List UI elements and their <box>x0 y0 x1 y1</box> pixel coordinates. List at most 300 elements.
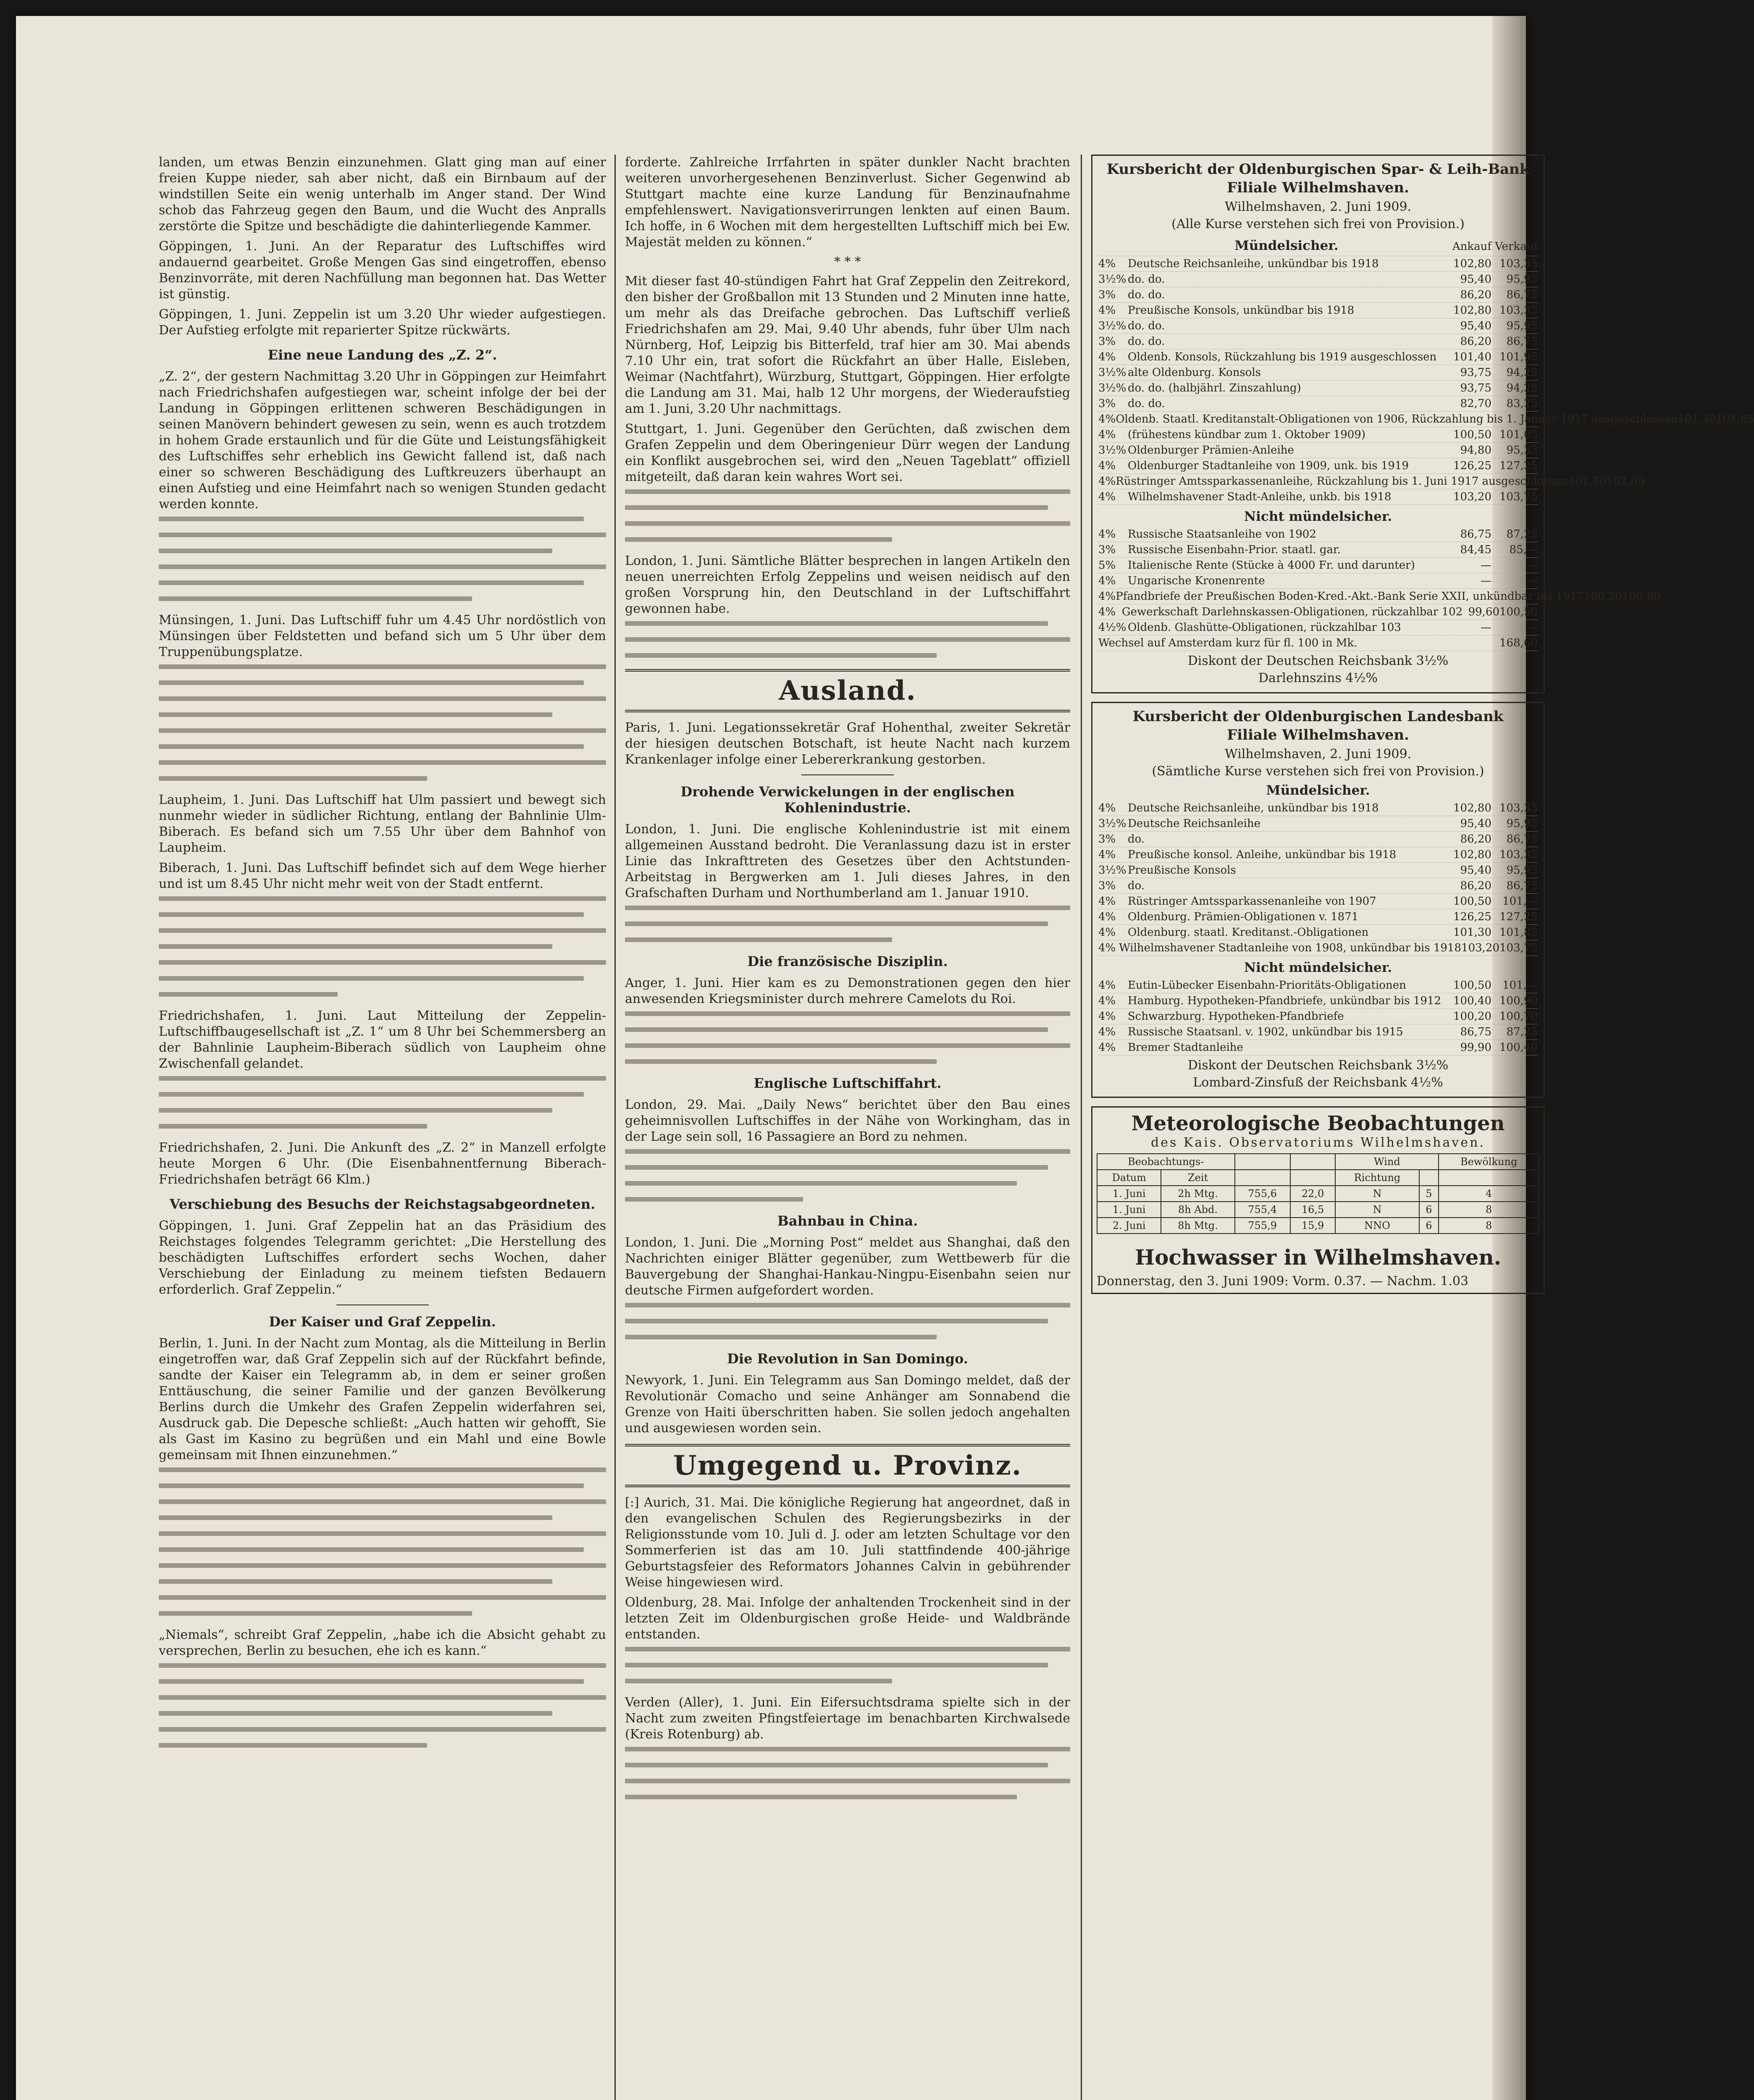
rate-row <box>1098 381 1538 396</box>
weather-cell-datum: 1. Juni <box>1097 1186 1161 1202</box>
rate-percent: 3% <box>1098 335 1116 348</box>
rate-verkauf: 95,35 <box>1506 444 1538 457</box>
rate-ankauf: 101,50 <box>1568 475 1607 488</box>
rate-verkauf: 103,35 <box>1499 257 1538 270</box>
rate-ankauf: 99,90 <box>1460 1041 1491 1054</box>
illegible-text-block <box>625 1747 1070 1799</box>
weather-title: Meteorologische Beobachtungen <box>1131 1112 1505 1135</box>
column-header <box>1290 1170 1336 1186</box>
rate-ankauf: 101,30 <box>1678 413 1716 425</box>
column-header: Bewölkung <box>1439 1154 1539 1170</box>
rate-ankauf: 82,70 <box>1460 397 1491 410</box>
rate-row <box>1098 832 1538 847</box>
rate-verkauf: 94,25 <box>1506 366 1538 379</box>
report-branch: Filiale Wilhelmshaven. <box>1227 727 1409 743</box>
rate-verkauf: 101,85 <box>1716 413 1754 425</box>
weather-cell-datum: 1. Juni <box>1097 1202 1161 1218</box>
rate-report-landesbank <box>1091 702 1545 1098</box>
weather-cell-zeit: 2h Mtg. <box>1161 1186 1234 1202</box>
rate-percent: 4% <box>1098 979 1116 992</box>
rate-ankauf: 93,75 <box>1460 382 1491 394</box>
rate-row <box>1098 993 1538 1009</box>
rate-ankauf: 100,40 <box>1453 995 1491 1007</box>
rate-ankauf: 93,75 <box>1460 366 1491 379</box>
rate-row <box>1098 542 1538 558</box>
section-heading: Drohende Verwickelungen in der englischen Kohlenindustrie. <box>680 784 1015 816</box>
rate-percent: 3½% <box>1098 382 1126 394</box>
rate-verkauf: 102,00 <box>1606 475 1645 488</box>
rate-percent: 4% <box>1098 802 1116 814</box>
rate-verkauf: 86,75 <box>1506 833 1538 845</box>
rate-verkauf: 103,35 <box>1499 848 1538 861</box>
column-header <box>1290 1154 1336 1170</box>
rate-percent: 4% <box>1098 1041 1116 1054</box>
rate-description: Oldenburg. Prämien-Obligationen v. 1871 <box>1128 911 1359 923</box>
article-paragraph: Göppingen, 1. Juni. An der Reparatur des Luftschiffes wird andauernd gearbeitet. Große Mengen Gas sind eingetroffen, ebenso Benzinvorräte, mit deren Nachfüllung man begonnen hat. Das Wetter ist günstig. <box>159 239 606 302</box>
rate-verkauf: 100,40 <box>1499 1041 1538 1054</box>
rate-description: (frühestens kündbar zum 1. Oktober 1909) <box>1128 428 1365 441</box>
weather-cell-staerke: 6 <box>1419 1218 1439 1234</box>
discount-line: Diskont der Deutschen Reichsbank 3½% <box>1187 654 1449 668</box>
article-paragraph: Göppingen, 1. Juni. Zeppelin ist um 3.20 Uhr wieder aufgestiegen. Der Aufstieg erfolgte mit reparierter Spitze rückwärts. <box>159 307 606 338</box>
article-paragraph: landen, um etwas Benzin einzunehmen. Glatt ging man auf einer freien Kuppe nieder, sah aber nicht, daß ein Birnbaum auf der windstillen Seite ein wenig unterhalb im Anger stand. Der Wind schob das Fahrzeug gegen den Baum, und die Wucht des Anpralls zerstörte die Spitze und beschädigte die dahinterliegende Kammer. <box>159 155 606 234</box>
rate-percent: 4% <box>1098 590 1116 603</box>
exchange-row <box>1098 635 1538 651</box>
rate-verkauf: 101,— <box>1502 979 1538 992</box>
rate-row <box>1098 287 1538 303</box>
rate-row <box>1098 589 1661 604</box>
rate-percent: 3% <box>1098 879 1116 892</box>
rate-percent: 4% <box>1098 942 1116 954</box>
article-paragraph: Berlin, 1. Juni. In der Nacht zum Montag, als die Mitteilung in Berlin eingetroffen war, daß Graf Zeppelin sich auf der Rückfahrt befinde, sandte der Kaiser ein Telegramm ab, in dem er seiner großen Enttäuschung, die seiner Familie und der ganzen Bevölkerung Berlins durch die Umkehr des Grafen Zeppelin widerfahren sei, Ausdruck gab. Die Depesche schließt: „Auch hatten wir gehofft, Sie als Gast im Kasino zu begrüßen und ein Mahl und eine Bowle gemeinsam mit Ihnen einzunehmen.“ <box>159 1336 606 1462</box>
rate-row <box>1098 1040 1538 1055</box>
rate-ankauf: 102,80 <box>1453 304 1491 317</box>
rate-row <box>1098 558 1538 573</box>
rate-ankauf: 126,25 <box>1453 459 1491 472</box>
rate-percent: 4% <box>1098 848 1116 861</box>
weather-row <box>1097 1218 1539 1234</box>
section-heading: Eine neue Landung des „Z. 2“. <box>268 347 497 363</box>
section-label: Nicht mündelsicher. <box>1244 960 1392 975</box>
illegible-text-block <box>625 1647 1070 1683</box>
column-header: Datum <box>1097 1170 1161 1186</box>
rate-percent: 4% <box>1098 575 1116 587</box>
rate-ankauf: 86,75 <box>1460 1026 1491 1038</box>
column-rule <box>614 155 616 2100</box>
rate-description: Oldenb. Staatl. Kreditanstalt-Obligationen von 1906, Rückzahlung bis 1. Januar 1917 ausgeschlossen <box>1116 413 1678 425</box>
article-paragraph: Laupheim, 1. Juni. Das Luftschiff hat Ulm passiert und bewegt sich nunmehr wieder in südlicher Richtung, entlang der Bahnlinie Ulm-Biberach. Es befand sich um 7.55 Uhr über dem Bahnhof von Laupheim. <box>159 793 606 855</box>
rate-table <box>1098 978 1538 1055</box>
rate-ankauf: 95,40 <box>1460 273 1491 286</box>
rate-verkauf: 103,35 <box>1499 304 1538 317</box>
article-paragraph: Friedrichshafen, 1. Juni. Laut Mitteilung der Zeppelin-Luftschiffbaugesellschaft ist „Z. 1“ um 8 Uhr bei Schemmersberg an der Bahnlinie Laupheim-Biberach südlich von Laupheim ohne Zwischenfall gelandet. <box>159 1008 606 1071</box>
rate-verkauf: 100,80 <box>1622 590 1661 603</box>
illegible-text-block <box>159 664 606 781</box>
column-middle <box>625 155 1070 2100</box>
illegible-text-block <box>625 621 1070 658</box>
lombard-line: Lombard-Zinsfuß der Reichsbank 4½% <box>1193 1075 1443 1090</box>
rate-ankauf: 100,50 <box>1453 428 1491 441</box>
weather-cell-baro: 755,4 <box>1235 1202 1290 1218</box>
rate-description: do. do. <box>1128 335 1165 348</box>
article-paragraph: Verden (Aller), 1. Juni. Ein Eifersuchtsdrama spielte sich in der Nacht zum zweiten Pfingstfeiertage im benachbarten Kirchwalsede (Kreis Rotenburg) ab. <box>625 1695 1070 1742</box>
weather-subtitle: des Kais. Observatoriums Wilhelmshaven. <box>1151 1135 1485 1150</box>
rate-description: Deutsche Reichsanleihe, unkündbar bis 1918 <box>1128 257 1379 270</box>
column-header <box>1235 1170 1290 1186</box>
tide-title: Hochwasser in Wilhelmshaven. <box>1134 1245 1502 1270</box>
weather-cell-staerke: 6 <box>1419 1202 1439 1218</box>
rate-row <box>1098 489 1538 505</box>
rate-description: Pfandbriefe der Preußischen Boden-Kred.-Akt.-Bank Serie XXII, unkündbar bis 1917 <box>1116 590 1584 603</box>
section-label: Nicht mündelsicher. <box>1244 509 1392 524</box>
rate-row <box>1098 303 1538 318</box>
rate-description: do. do. (halbjährl. Zinszahlung) <box>1128 382 1301 394</box>
rate-row <box>1098 573 1538 589</box>
section-heading: Bahnbau in China. <box>777 1213 918 1229</box>
rate-description: Preußische Konsols <box>1128 864 1236 877</box>
rate-verkauf: 87,25 <box>1506 1026 1538 1038</box>
rate-row <box>1098 458 1538 474</box>
weather-row <box>1097 1202 1539 1218</box>
rate-description: Oldenburg. staatl. Kreditanst.-Obligationen <box>1128 926 1369 939</box>
weather-cell-bew: 4 <box>1439 1186 1539 1202</box>
rate-description: Schwarzburg. Hypotheken-Pfandbriefe <box>1128 1010 1344 1023</box>
article-paragraph: London, 1. Juni. Die „Morning Post“ meldet aus Shanghai, daß den Nachrichten einiger Blätter gegenüber, zum Wettbewerb für die Bauvergebung der Shanghai-Hankau-Ningpu-Eisenbahn seien nur deutsche Firmen aufgefordert worden. <box>625 1235 1070 1298</box>
rate-ankauf: 86,20 <box>1460 833 1491 845</box>
rate-verkauf: 101,— <box>1502 895 1538 908</box>
rate-percent: 4% <box>1098 491 1116 503</box>
tide-times: Donnerstag, den 3. Juni 1909: Vorm. 0.37. — Nachm. 1.03 <box>1097 1274 1469 1289</box>
rate-table <box>1098 801 1538 956</box>
rate-description: Preußische Konsols, unkündbar bis 1918 <box>1128 304 1355 317</box>
section-label: Mündelsicher. <box>1234 238 1339 253</box>
rate-description: Russische Eisenbahn-Prior. staatl. gar. <box>1128 543 1341 556</box>
rate-row <box>1098 847 1538 863</box>
rate-percent: 4% <box>1098 428 1116 441</box>
article-paragraph: Biberach, 1. Juni. Das Luftschiff befindet sich auf dem Wege hierher und ist um 8.45 Uhr nicht mehr weit von der Stadt entfernt. <box>159 861 606 891</box>
rate-percent: 3½% <box>1098 366 1126 379</box>
weather-cell-bew: 8 <box>1439 1218 1539 1234</box>
rate-ankauf: 103,20 <box>1461 942 1500 954</box>
rate-row <box>1098 412 1754 427</box>
weather-cell-baro: 755,9 <box>1235 1218 1290 1234</box>
section-heading: Der Kaiser und Graf Zeppelin. <box>269 1314 496 1330</box>
rate-row <box>1098 256 1538 272</box>
weather-cell-wind: NNO <box>1335 1218 1419 1234</box>
weather-cell-zeit: 8h Abd. <box>1161 1202 1234 1218</box>
rate-ankauf: 100,50 <box>1453 895 1491 908</box>
rate-percent: 4% <box>1098 459 1116 472</box>
rate-percent: 3½% <box>1098 320 1126 332</box>
rate-report-spar-leihbank <box>1091 155 1754 693</box>
article-paragraph: [:] Aurich, 31. Mai. Die königliche Regierung hat angeordnet, daß in den evangelischen Schulen des Regierungsbezirks in der Religionsstunde vom 10. Juli d. J. oder am letzten Schultage vor den Sommerferien ist das am 10. Juli stattfindende 400-jährige Geburtstagsfeier des Reformators Johannes Calvin in gebührender Weise hingewiesen wird. <box>625 1495 1070 1590</box>
rate-ankauf: 102,80 <box>1453 802 1491 814</box>
weather-cell-baro: 755,6 <box>1235 1186 1290 1202</box>
weather-row <box>1097 1186 1539 1202</box>
rate-description: Oldenb. Glashütte-Obligationen, rückzahlbar 103 <box>1128 621 1401 634</box>
weather-cell-staerke: 5 <box>1419 1186 1439 1202</box>
illegible-text-block <box>625 1011 1070 1064</box>
rate-percent: 3½% <box>1098 864 1126 877</box>
rate-description: Wilhelmshavener Stadt-Anleihe, unkb. bis 1918 <box>1128 491 1392 503</box>
rate-percent: 4% <box>1098 413 1116 425</box>
rate-verkauf: 103,75 <box>1499 942 1538 954</box>
rate-percent: 5% <box>1098 559 1116 572</box>
rate-description: Oldenburger Stadtanleihe von 1909, unk. bis 1919 <box>1128 459 1409 472</box>
weather-cell-zeit: 8h Mtg. <box>1161 1218 1234 1234</box>
article-paragraph: London, 29. Mai. „Daily News“ berichtet über den Bau eines geheimnisvollen Luftschiffes in der Nähe von Workingham, das in der Lage sein soll, 16 Passagiere an Bord zu nehmen. <box>625 1097 1070 1144</box>
rate-description: Russische Staatsanl. v. 1902, unkündbar bis 1915 <box>1128 1026 1403 1038</box>
illegible-text-block <box>159 1467 606 1616</box>
rate-description: Oldenb. Konsols, Rückzahlung bis 1919 ausgeschlossen <box>1128 351 1437 363</box>
weather-cell-wind: N <box>1335 1186 1419 1202</box>
section-title-ausland: Ausland. <box>625 669 1070 712</box>
lombard-line: Darlehnszins 4½% <box>1258 671 1378 685</box>
rate-ankauf: 101,40 <box>1453 351 1491 363</box>
rate-row <box>1098 925 1538 940</box>
article-paragraph: Münsingen, 1. Juni. Das Luftschiff fuhr um 4.45 Uhr nordöstlich von Münsingen über Feldstetten und befand sich um 5 Uhr über dem Truppenübungsplatze. <box>159 613 606 659</box>
rate-row <box>1098 396 1538 412</box>
rate-verkauf: 127,25 <box>1499 459 1538 472</box>
rate-verkauf: 101,85 <box>1499 926 1538 939</box>
weather-cell-temp: 16,5 <box>1290 1202 1336 1218</box>
rate-description: Wilhelmshavener Stadtanleihe von 1908, unkündbar bis 1918 <box>1119 942 1462 954</box>
rate-percent: 3% <box>1098 543 1116 556</box>
rate-percent: 4% <box>1098 257 1116 270</box>
rate-verkauf: 87,25 <box>1506 528 1538 541</box>
article-paragraph: forderte. Zahlreiche Irrfahrten in später dunkler Nacht brachten weiteren unvorhergesehenen Benzinverlust. Sicher Gegenwind ab Stuttgart machte eine kurze Landung für Benzinaufnahme empfehlenswert. Navigationsverirrungen lenkten auf einen Baum. Ich hoffe, in 6 Wochen mit dem hergestellten Luftschiff mich bei Ew. Majestät melden zu können.“ <box>625 155 1070 249</box>
rate-row <box>1098 878 1538 894</box>
rate-ankauf: 94,80 <box>1460 444 1491 457</box>
section-heading: Die Revolution in San Domingo. <box>727 1351 968 1367</box>
report-dateline: Wilhelmshaven, 2. Juni 1909. <box>1224 200 1412 214</box>
rate-row <box>1098 978 1538 993</box>
rate-verkauf: 100,90 <box>1499 995 1538 1007</box>
rate-description: Oldenburger Prämien-Anleihe <box>1128 444 1294 457</box>
rate-description: do. <box>1128 833 1145 845</box>
rate-verkauf: 86,75 <box>1506 335 1538 348</box>
rate-ankauf: 99,60 <box>1468 606 1500 618</box>
rate-percent: 4% <box>1098 926 1116 939</box>
article-paragraph: Stuttgart, 1. Juni. Gegenüber den Gerüchten, daß zwischen dem Grafen Zeppelin und dem Oberingenieur Dürr wegen der Landung ein Konflikt ausgebrochen sei, wird den „Neuen Tageblatt“ offiziell mitgeteilt, daß daran kein wahres Wort sei. <box>625 422 1070 484</box>
rate-row <box>1098 334 1538 349</box>
rate-verkauf: 103,75 <box>1499 491 1538 503</box>
rate-ankauf: 102,80 <box>1453 848 1491 861</box>
article-paragraph: London, 1. Juni. Die englische Kohlenindustrie ist mit einem allgemeinen Ausstand bedroht. Die Veranlassung dazu ist in erster Linie das Inkrafttreten des Gesetzes über den Achtstunden-Arbeitstag in Bergwerken am 1. Juli dieses Jahres, in den Grafschaften Durham und Northumberland am 1. Januar 1910. <box>625 822 1070 900</box>
weather-table <box>1097 1153 1539 1234</box>
column-header: Wind <box>1335 1154 1439 1170</box>
rate-row <box>1098 801 1538 816</box>
illegible-text-block <box>625 1149 1070 1202</box>
rate-ankauf: 86,75 <box>1460 528 1491 541</box>
rate-verkauf: 100,70 <box>1499 1010 1538 1023</box>
newspaper-page <box>16 16 1754 2100</box>
article-paragraph: „Niemals“, schreibt Graf Zeppelin, „habe ich die Absicht gehabt zu versprechen, Berlin zu besuchen, ehe ich es kann.“ <box>159 1628 606 1658</box>
rate-description: Hamburg. Hypotheken-Pfandbriefe, unkündbar bis 1912 <box>1128 995 1442 1007</box>
rate-verkauf: — <box>1527 575 1538 587</box>
article-paragraph: Mit dieser fast 40-stündigen Fahrt hat Graf Zeppelin den Zeitrekord, den bisher der Großballon mit 13 Stunden und 2 Minuten inne hatte, um mehr als das Dreifache gebrochen. Das Luftschiff verließ Friedrichshafen am 29. Mai, 9.40 Uhr abends, fuhr über Ulm nach Nürnberg, Hof, Leipzig bis Bitterfeld, traf hier am 30. Mai abends 7.10 Uhr ein, trat sofort die Rückfahrt an über Halle, Eisleben, Weimar (Nachtfahrt), Würzburg, Stuttgart, Göppingen. Hier erfolgte die Landung am 31. Mai, halb 12 Uhr morgens, der Wiederaufstieg am 1. Juni, 3.20 Uhr nachmittags. <box>625 274 1070 416</box>
weather-report <box>1091 1106 1545 1294</box>
rate-verkauf: 85,— <box>1509 543 1538 556</box>
rate-row <box>1098 909 1538 925</box>
rate-percent: 4% <box>1098 1026 1116 1038</box>
rate-percent: 3% <box>1098 833 1116 845</box>
rate-verkauf: 94,25 <box>1506 382 1538 394</box>
rate-verkauf: 86,75 <box>1506 289 1538 301</box>
column-header <box>1419 1170 1439 1186</box>
rate-ankauf: 86,20 <box>1460 289 1491 301</box>
article-paragraph: Paris, 1. Juni. Legationssekretär Graf Hohenthal, zweiter Sekretär der hiesigen deutschen Botschaft, ist heute Nacht nach kurzem Krankenlager infolge einer Lebererkrankung gestorben. <box>625 720 1070 767</box>
rate-ankauf: 103,20 <box>1453 491 1491 503</box>
rate-percent: 4% <box>1098 1010 1116 1023</box>
column-header: Verkauf <box>1495 240 1538 253</box>
weather-cell-datum: 2. Juni <box>1097 1218 1161 1234</box>
rate-row <box>1098 474 1645 489</box>
rate-row <box>1098 620 1538 635</box>
rate-ankauf: 95,40 <box>1460 864 1491 877</box>
rate-percent: 4% <box>1098 304 1116 317</box>
rate-verkauf: 101,05 <box>1499 428 1538 441</box>
rate-description: Preußische konsol. Anleihe, unkündbar bis 1918 <box>1128 848 1397 861</box>
rate-row <box>1098 272 1538 287</box>
rate-description: do. do. <box>1128 320 1165 332</box>
rate-row <box>1098 863 1538 878</box>
illegible-text-block <box>159 1076 606 1129</box>
rate-description: Eutin-Lübecker Eisenbahn-Prioritäts-Obligationen <box>1128 979 1406 992</box>
rate-row <box>1098 349 1538 365</box>
rate-row <box>1098 318 1538 334</box>
rate-header-row <box>1098 234 1538 256</box>
weather-cell-temp: 22,0 <box>1290 1186 1336 1202</box>
rate-description: Deutsche Reichsanleihe <box>1128 817 1261 830</box>
report-note: (Sämtliche Kurse verstehen sich frei von Provision.) <box>1152 764 1484 779</box>
rate-percent: 4% <box>1098 351 1116 363</box>
rate-verkauf: 95,95 <box>1506 320 1538 332</box>
exchange-label: Wechsel auf Amsterdam kurz für fl. 100 in Mk. <box>1098 637 1358 649</box>
rate-row <box>1098 816 1538 832</box>
rate-verkauf: 95,95 <box>1506 864 1538 877</box>
section-heading: Englische Luftschiffahrt. <box>754 1075 942 1091</box>
column-header: Ankauf <box>1452 240 1491 253</box>
rate-description: Russische Staatsanleihe von 1902 <box>1128 528 1316 541</box>
rate-verkauf: — <box>1527 621 1538 634</box>
column-header <box>1439 1170 1539 1186</box>
exchange-value: 168,60 <box>1499 637 1538 649</box>
rate-percent: 3% <box>1098 289 1116 301</box>
section-title-umgegend: Umgegend u. Provinz. <box>625 1444 1070 1487</box>
rate-ankauf: 95,40 <box>1460 320 1491 332</box>
column-header: Zeit <box>1161 1170 1234 1186</box>
rate-description: Ungarische Kronenrente <box>1128 575 1265 587</box>
rate-ankauf: 100,50 <box>1453 979 1491 992</box>
rate-row <box>1098 1024 1538 1040</box>
rate-row <box>1098 894 1538 909</box>
column-header <box>1235 1154 1290 1170</box>
rate-table <box>1098 527 1661 635</box>
rate-description: Italienische Rente (Stücke à 4000 Fr. und darunter) <box>1128 559 1415 572</box>
discount-line: Diskont der Deutschen Reichsbank 3½% <box>1187 1058 1449 1073</box>
rate-ankauf: 86,20 <box>1460 879 1491 892</box>
article-paragraph: Newyork, 1. Juni. Ein Telegramm aus San Domingo meldet, daß der Revolutionär Comacho und seine Anhänger am Sonnabend die Grenze von Haiti überschritten haben. Sie sollen jedoch angehalten und ausgewiesen worden sein. <box>625 1373 1070 1436</box>
rate-percent: 4% <box>1098 911 1116 923</box>
rate-ankauf: 100,20 <box>1584 590 1623 603</box>
rate-percent: 4% <box>1098 895 1116 908</box>
asterism: * * * <box>834 255 861 269</box>
section-label: Mündelsicher. <box>1266 783 1370 798</box>
rate-verkauf: 101,95 <box>1499 351 1538 363</box>
rate-ankauf: — <box>1481 575 1491 587</box>
rate-percent: 4½% <box>1098 621 1126 634</box>
illegible-text-block <box>625 1303 1070 1339</box>
illegible-text-block <box>625 489 1070 542</box>
column-right <box>1091 155 1754 2100</box>
rate-row <box>1098 443 1538 458</box>
rate-percent: 4% <box>1098 995 1116 1007</box>
rate-row <box>1098 365 1538 381</box>
rate-ankauf: 102,80 <box>1453 257 1491 270</box>
rate-percent: 3½% <box>1098 444 1126 457</box>
rate-row <box>1098 427 1538 443</box>
illegible-text-block <box>159 1663 606 1748</box>
rate-description: Bremer Stadtanleihe <box>1128 1041 1243 1054</box>
column-rule <box>1081 155 1082 2100</box>
rate-description: Rüstringer Amtssparkassenanleihe, Rückzahlung bis 1. Juni 1917 ausgeschlossen <box>1116 475 1568 488</box>
report-dateline: Wilhelmshaven, 2. Juni 1909. <box>1224 747 1412 761</box>
illegible-text-block <box>159 896 606 997</box>
rate-ankauf: 101,30 <box>1453 926 1491 939</box>
rate-ankauf: — <box>1481 559 1491 572</box>
weather-cell-temp: 15,9 <box>1290 1218 1336 1234</box>
article-paragraph: Göppingen, 1. Juni. Graf Zeppelin hat an das Präsidium des Reichstages folgendes Telegramm gerichtet: „Die Herstellung des beschädigten Luftschiffes erfordert sechs Wochen, daher Verschiebung der Einladung zu meinem tiefsten Bedauern erforderlich. Graf Zeppelin.“ <box>159 1218 606 1297</box>
rate-verkauf: 95,95 <box>1506 817 1538 830</box>
rate-percent: 4% <box>1098 475 1116 488</box>
article-paragraph: „Z. 2“, der gestern Nachmittag 3.20 Uhr in Göppingen zur Heimfahrt nach Friedrichshafen aufgestiegen war, scheint infolge der bei der Landung in Göppingen erlittenen schweren Beschädigungen in seinen Manövern behindert gewesen zu sein, wenn es auch trotzdem in hohem Grade erstaunlich und für die Güte und Leistungsfähigkeit des Luftschiffes sehr erheblich ins Gewicht fallend ist, daß nach einer so schweren Beschädigung des Luftkreuzers überhaupt an einen Aufstieg und eine Heimfahrt nach so wenigen Stunden gedacht werden konnte. <box>159 369 606 512</box>
rate-verkauf: 103,35 <box>1499 802 1538 814</box>
rate-table <box>1098 256 1754 505</box>
column-header: Beobachtungs- <box>1097 1154 1235 1170</box>
rate-verkauf: 83,25 <box>1506 397 1538 410</box>
illegible-text-block <box>159 517 606 601</box>
rate-percent: 4% <box>1098 606 1116 618</box>
rate-verkauf: — <box>1527 559 1538 572</box>
rate-ankauf: 84,45 <box>1460 543 1491 556</box>
rate-verkauf: 127,25 <box>1499 911 1538 923</box>
rate-percent: 3½% <box>1098 817 1126 830</box>
section-heading: Die französische Disziplin. <box>747 953 948 969</box>
weather-cell-bew: 8 <box>1439 1202 1539 1218</box>
rate-ankauf: 126,25 <box>1453 911 1491 923</box>
rate-percent: 3½% <box>1098 273 1126 286</box>
rate-row <box>1098 604 1538 620</box>
divider <box>801 774 894 775</box>
section-heading: Verschiebung des Besuchs der Reichstagsabgeordneten. <box>169 1196 596 1212</box>
report-title: Kursbericht der Oldenburgischen Spar- & Leih-Bank <box>1106 161 1530 178</box>
article-paragraph: Friedrichshafen, 2. Juni. Die Ankunft des „Z. 2“ in Manzell erfolgte heute Morgen 6 Uhr. (Die Eisenbahnentfernung Biberach-Friedrichshafen beträgt 66 Klm.) <box>159 1140 606 1187</box>
rate-ankauf: 95,40 <box>1460 817 1491 830</box>
rate-ankauf: 100,20 <box>1453 1010 1491 1023</box>
rate-row <box>1098 940 1538 956</box>
rate-description: do. do. <box>1128 273 1165 286</box>
rate-ankauf: — <box>1481 621 1491 634</box>
rate-description: do. <box>1128 879 1145 892</box>
report-note: (Alle Kurse verstehen sich frei von Provision.) <box>1171 217 1465 231</box>
illegible-text-block <box>625 906 1070 942</box>
rate-description: alte Oldenburg. Konsols <box>1128 366 1261 379</box>
rate-ankauf: 86,20 <box>1460 335 1491 348</box>
rate-description: Gewerkschaft Darlehnskassen-Obligationen, rückzahlbar 102 <box>1121 606 1463 618</box>
rate-description: Rüstringer Amtssparkassenanleihe von 1907 <box>1128 895 1376 908</box>
weather-cell-wind: N <box>1335 1202 1419 1218</box>
